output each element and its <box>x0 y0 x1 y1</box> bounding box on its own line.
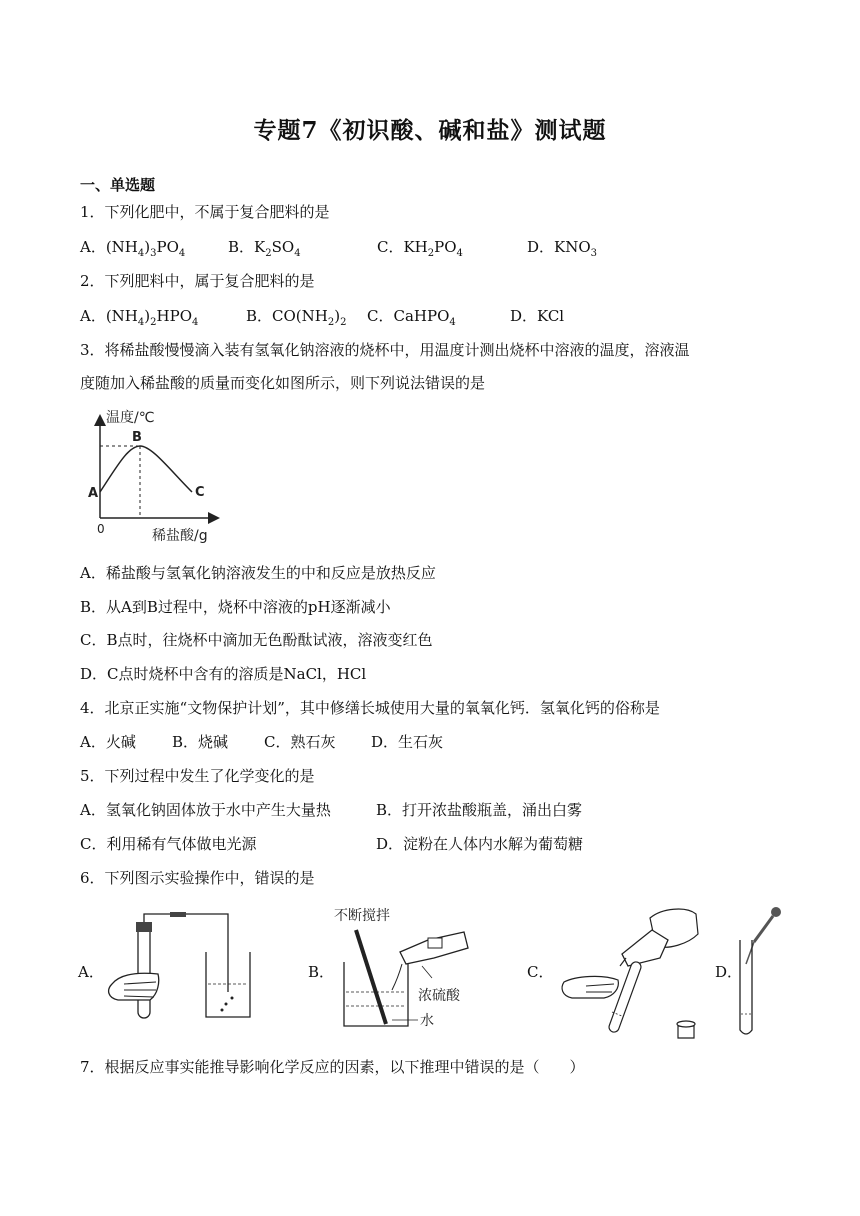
section-heading: 一、单选题 <box>80 176 156 194</box>
q6-figure-d-dropper <box>732 902 792 1042</box>
x-axis-label: 稀盐酸/g <box>152 528 208 544</box>
temperature-graph <box>86 400 226 550</box>
q3-option-d[interactable]: D．C点时烧杯中含有的溶质是NaCl，HCl <box>80 665 367 683</box>
question-3-stem-line1: 3．将稀盐酸慢慢滴入装有氢氧化钠溶液的烧杯中，用温度计测出烧杯中溶液的温度，溶液温 <box>80 341 690 359</box>
q4-option-c[interactable]: C．熟石灰 <box>264 733 336 751</box>
question-4-stem: 4．北京正实施“文物保护计划”，其中修缮长城使用大量的氧氧化钙．氢氧化钙的俗称是 <box>80 699 660 717</box>
question-1-stem: 1．下列化肥中，不属于复合肥料的是 <box>80 203 330 221</box>
temperature-curve <box>100 446 192 492</box>
q6-figure-b-dilution <box>332 906 492 1031</box>
point-b-label: B <box>132 430 142 445</box>
question-2-stem: 2．下列肥料中，属于复合肥料的是 <box>80 272 315 290</box>
q6-option-b[interactable]: B． <box>308 963 335 981</box>
q3-option-b[interactable]: B．从A到B过程中，烧杯中溶液的pH逐渐减小 <box>80 598 391 616</box>
q2-option-a[interactable]: A．$(NH_4)_2HPO_4$ <box>80 307 199 328</box>
q1-option-c[interactable]: C．$KH_2PO_4$ <box>377 238 463 259</box>
q5-option-d[interactable]: D．淀粉在人体内水解为葡萄糖 <box>376 835 584 853</box>
point-a-label: A <box>88 486 99 501</box>
q2-option-c[interactable]: C．CaHPO$_4$ <box>367 307 456 328</box>
q5-option-c[interactable]: C．利用稀有气体做电光源 <box>80 835 257 853</box>
q4-option-b[interactable]: B．烧碱 <box>172 733 229 751</box>
page-title: 专题7《初识酸、碱和盐》测试题 <box>253 117 607 144</box>
q3-option-a[interactable]: A．稀盐酸与氢氧化钠溶液发生的中和反应是放热反应 <box>80 564 436 582</box>
q2-option-d[interactable]: D．KCl <box>510 307 565 325</box>
q1-option-a[interactable]: A．$(NH_4)_3PO_4$ <box>80 238 186 259</box>
y-axis-label: 温度/℃ <box>106 410 155 426</box>
question-6-stem: 6．下列图示实验操作中，错误的是 <box>80 869 315 887</box>
question-3-stem-line2: 度随加入稀盐酸的质量而变化如图所示，则下列说法错误的是 <box>80 374 486 392</box>
question-5-stem: 5．下列过程中发生了化学变化的是 <box>80 767 315 785</box>
q3-option-c[interactable]: C．B点时，往烧杯中滴加无色酚酞试液，溶液变红色 <box>80 631 433 649</box>
q5-option-b[interactable]: B．打开浓盐酸瓶盖，涌出白雾 <box>376 801 583 819</box>
stir-label: 不断搅拌 <box>334 908 390 924</box>
q6-option-c[interactable]: C． <box>527 963 554 981</box>
q6-figure-c-pouring <box>556 900 706 1040</box>
origin-label: 0 <box>97 522 105 536</box>
q6-option-a[interactable]: A． <box>78 963 104 981</box>
q6-option-d[interactable]: D． <box>715 963 743 981</box>
point-c-label: C <box>195 485 205 500</box>
q5-option-a[interactable]: A．氢氧化钠固体放于水中产生大量热 <box>80 801 331 819</box>
q4-option-d[interactable]: D．生石灰 <box>371 733 444 751</box>
water-label: 水 <box>420 1013 434 1029</box>
acid-label: 浓硫酸 <box>418 988 460 1004</box>
q4-option-a[interactable]: A．火碱 <box>80 733 136 751</box>
q2-option-b[interactable]: B．$CO(NH_2)_2$ <box>246 307 347 328</box>
question-7-stem: 7．根据反应事实能推导影响化学反应的因素，以下推理中错误的是（ ） <box>80 1058 585 1076</box>
q6-figure-a-airtightness-check <box>98 912 258 1027</box>
q1-option-d[interactable]: D．$KNO_3$ <box>527 238 598 259</box>
q1-option-b[interactable]: B．$K_2SO_4$ <box>228 238 301 259</box>
